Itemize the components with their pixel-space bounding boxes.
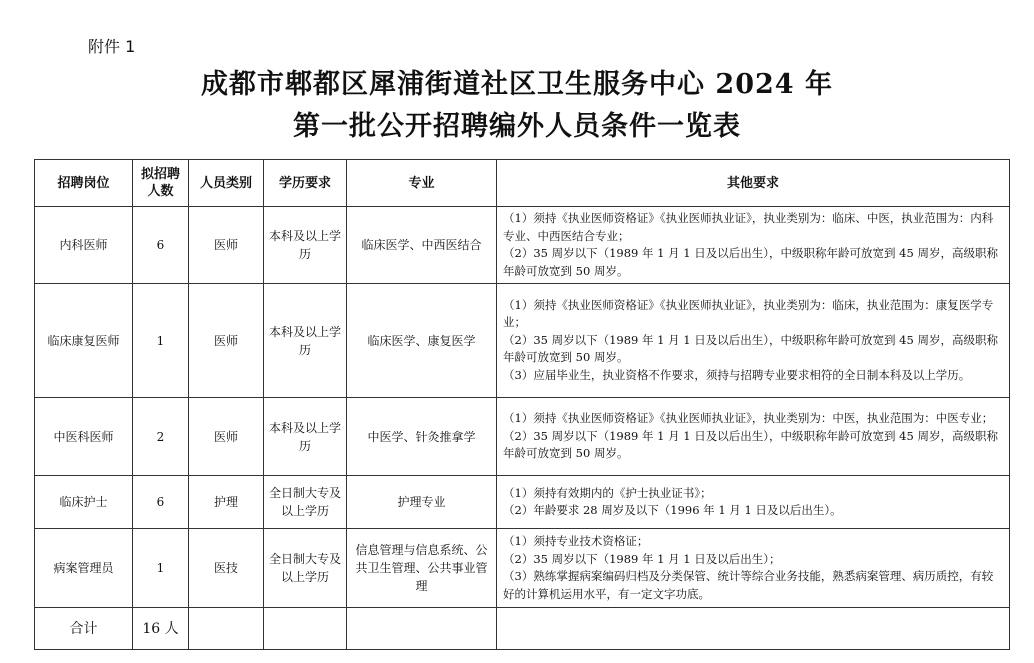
requirement-line: （2）35 周岁以下（1989 年 1 月 1 日及以后出生）； (503, 551, 781, 566)
recruitment-table (34, 159, 1010, 650)
cell-count: 6 (133, 476, 189, 529)
cell-education: 全日制大专及以上学历 (264, 476, 347, 529)
cell-education: 本科及以上学历 (264, 398, 347, 476)
empty-cell (264, 608, 347, 650)
header-education: 学历要求 (264, 160, 347, 207)
cell-position: 中医科医师 (35, 398, 133, 476)
requirement-line: （1）须持《执业医师资格证》《执业医师执业证》，执业类别为：中医，执业范围为：中医专业； (503, 411, 994, 426)
total-count: 16 人 (133, 608, 189, 650)
cell-count: 6 (133, 207, 189, 284)
table-row (35, 207, 1010, 284)
table-header-row (35, 160, 1010, 207)
cell-position: 病案管理员 (35, 529, 133, 608)
header-count: 拟招聘人数 (133, 160, 189, 207)
cell-count: 1 (133, 529, 189, 608)
cell-requirements (497, 398, 1010, 476)
requirement-line: （2）35 周岁以下（1989 年 1 月 1 日及以后出生），中级职称年龄可放宽到 45 周岁，高级职称年龄可放宽到 50 周岁。 (503, 332, 998, 365)
table-row (35, 476, 1010, 529)
document-title-line1: 成都市郫都区犀浦街道社区卫生服务中心 2024 年 (201, 69, 833, 100)
empty-cell (347, 608, 497, 650)
cell-category: 医师 (189, 284, 264, 398)
cell-major: 信息管理与信息系统、公共卫生管理、公共事业管理 (347, 529, 497, 608)
header-category: 人员类别 (189, 160, 264, 207)
requirement-line: （3）熟练掌握病案编码归档及分类保管、统计等综合业务技能，熟悉病案管理、病历质控，有较好的计算机运用水平，有一定文字功底。 (503, 569, 994, 601)
empty-cell (497, 608, 1010, 650)
cell-major: 临床医学、中西医结合 (347, 207, 497, 284)
requirement-line: （3）应届毕业生，执业资格不作要求，须持与招聘专业要求相符的全日制本科及以上学历。 (503, 367, 971, 382)
cell-category: 医师 (189, 207, 264, 284)
cell-category: 医师 (189, 398, 264, 476)
cell-count: 2 (133, 398, 189, 476)
document-title-line2: 第一批公开招聘编外人员条件一览表 (293, 111, 741, 142)
cell-education: 本科及以上学历 (264, 207, 347, 284)
empty-cell (189, 608, 264, 650)
cell-position: 内科医师 (35, 207, 133, 284)
attachment-label: 附件 1 (88, 37, 136, 56)
cell-requirements (497, 207, 1010, 284)
cell-major: 护理专业 (347, 476, 497, 529)
table-row (35, 284, 1010, 398)
cell-position: 临床康复医师 (35, 284, 133, 398)
cell-education: 本科及以上学历 (264, 284, 347, 398)
cell-major: 临床医学、康复医学 (347, 284, 497, 398)
cell-count: 1 (133, 284, 189, 398)
header-requirements: 其他要求 (497, 160, 1010, 207)
cell-requirements (497, 529, 1010, 608)
cell-category: 医技 (189, 529, 264, 608)
total-label: 合计 (35, 608, 133, 650)
requirement-line: （1）须持有效期内的《护士执业证书》； (503, 485, 712, 500)
requirement-line: （2）年龄要求 28 周岁及以下（1996 年 1 月 1 日及以后出生）。 (503, 503, 842, 517)
header-position: 招聘岗位 (35, 160, 133, 207)
requirement-line: （2）35 周岁以下（1989 年 1 月 1 日及以后出生），中级职称年龄可放宽到 45 周岁，高级职称年龄可放宽到 50 周岁。 (503, 428, 998, 461)
cell-education: 全日制大专及以上学历 (264, 529, 347, 608)
header-major: 专业 (347, 160, 497, 207)
requirement-line: （2）35 周岁以下（1989 年 1 月 1 日及以后出生），中级职称年龄可放宽到 45 周岁，高级职称年龄可放宽到 50 周岁。 (503, 246, 998, 278)
requirement-line: （1）须持专业技术资格证； (503, 534, 649, 548)
table-row (35, 529, 1010, 608)
cell-requirements (497, 284, 1010, 398)
requirement-line: （1）须持《执业医师资格证》《执业医师执业证》，执业类别为：临床，执业范围为：康复医学专业； (503, 297, 994, 330)
cell-position: 临床护士 (35, 476, 133, 529)
table-row (35, 398, 1010, 476)
table-total-row (35, 608, 1010, 650)
cell-category: 护理 (189, 476, 264, 529)
cell-requirements (497, 476, 1010, 529)
requirement-line: （1）须持《执业医师资格证》《执业医师执业证》，执业类别为：临床、中医，执业范围为：内科专业、中西医结合专业； (503, 211, 994, 243)
cell-major: 中医学、针灸推拿学 (347, 398, 497, 476)
